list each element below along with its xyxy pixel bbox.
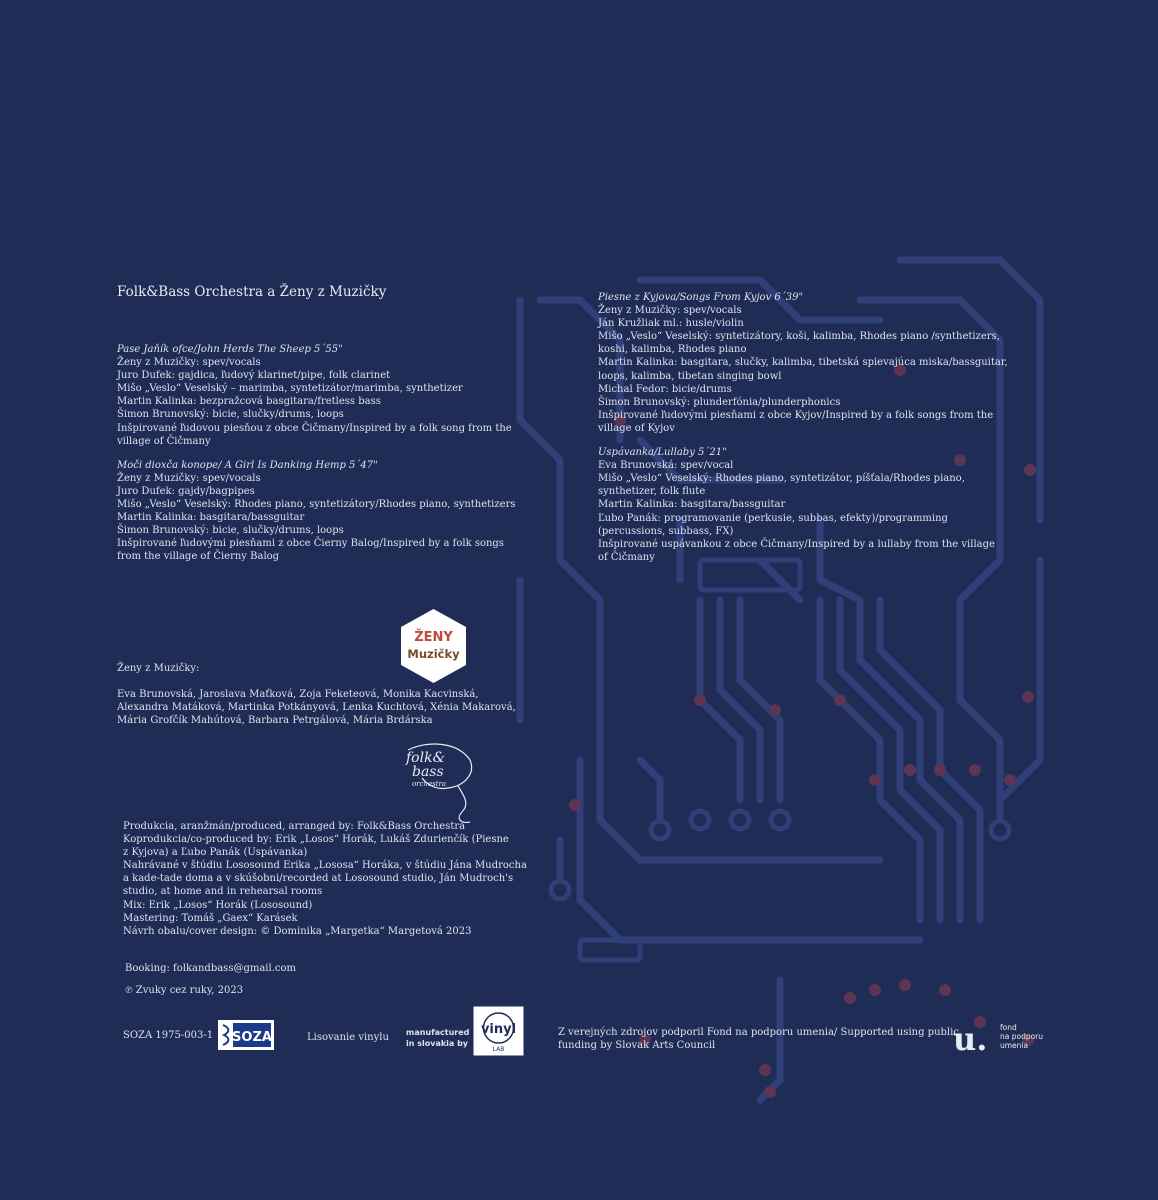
credit-line: Nahrávané v štúdiu Lososound Erika „Lososa“ Horáka, v štúdiu Jána Mudrocha xyxy=(123,860,527,872)
vinyl-lab-logo xyxy=(473,1006,524,1056)
track-1-line: Inšpirované ľudovou piesňou z obce Čičmany/Inspired by a folk song from the xyxy=(117,422,512,434)
track-3-line: Ján Kružliak ml.: husle/violin xyxy=(598,318,744,330)
track-2-line: Juro Dufek: gajdy/bagpipes xyxy=(117,485,255,497)
album-title: Folk&Bass Orchestra a Ženy z Muzičky xyxy=(117,284,387,300)
zeny-members-block xyxy=(117,662,516,727)
soza-logo-text: SOZA xyxy=(232,1030,272,1045)
credit-line: studio, at home and in rehearsal rooms xyxy=(123,886,323,898)
vinyl-logo-text: vinyl xyxy=(480,1022,517,1037)
zeny-members-line: Mária Grofčík Mahútová, Barbara Petrgálová, Mária Brdárska xyxy=(117,715,433,727)
track-4-line: Martin Kalinka: basgitara/bassguitar xyxy=(598,499,786,511)
track-4-line: synthetizer, folk flute xyxy=(598,486,706,498)
track-1-line: Mišo „Veslo“ Veselský – marimba, syntetizátor/marimba, synthetizer xyxy=(117,383,463,395)
track-3-line: Inšpirované ľudovými piesňami z obce Kyjov/Inspired by a folk songs from the xyxy=(598,409,994,421)
credit-line: Koprodukcia/co-produced by: Erik „Losos“ Horák, Lukáš Zdurienčík (Piesne xyxy=(123,834,509,846)
track-2-line: Šimon Brunovský: bicie, slučky/drums, loops xyxy=(117,525,344,537)
track-4-line: (percussions, subbass, FX) xyxy=(598,525,734,537)
track-2-line: Martin Kalinka: basgitara/bassguitar xyxy=(117,512,305,524)
track-3-line: village of Kyjov xyxy=(598,422,675,434)
track-4-line: Inšpirované uspávankou z obce Čičmany/Inspired by a lullaby from the village xyxy=(598,538,995,550)
zeny-logo-text: ŽENY xyxy=(414,630,453,645)
fpu-logo-text: na podporu xyxy=(1000,1032,1044,1041)
track-3-line: loops, kalimba, tibetan singing bowl xyxy=(598,370,782,382)
credit-line: Produkcia, aranžmán/produced, arranged by: Folk&Bass Orchestra xyxy=(123,821,466,832)
zeny-members-line: Eva Brunovská, Jaroslava Maťková, Zoja Feketeová, Monika Kacvinská, xyxy=(117,689,479,701)
track-4-title: Uspávanka/Lullaby 5´21" xyxy=(598,447,727,459)
public-funding-notice xyxy=(558,1026,959,1052)
track-4-line: of Čičmany xyxy=(598,551,655,563)
track-1-title: Pase Jaňík ofce/John Herds The Sheep 5´55" xyxy=(117,344,343,355)
fpu-logo-letter: u. xyxy=(953,1020,988,1058)
track-3-line: Michal Fedor: bicie/drums xyxy=(598,383,732,395)
fond-na-podporu-umenia-logo xyxy=(953,1018,1053,1058)
track-4-line: Mišo „Veslo“ Veselský: Rhodes piano, syntetizátor, píšťala/Rhodes piano, xyxy=(598,473,965,485)
track-2-line: from the village of Čierny Balog xyxy=(117,551,280,563)
credit-line: z Kyjova) a Ľubo Panák (Uspávanka) xyxy=(123,847,308,859)
muzicky-logo-text: Muzičky xyxy=(407,647,460,661)
track-3-line: Šimon Brunovský: plunderfónia/plunderphonics xyxy=(598,396,841,408)
soza-logo xyxy=(218,1020,274,1050)
production-credits xyxy=(123,820,527,938)
credit-line: Mastering: Tomáš „Gaex“ Karásek xyxy=(123,912,298,924)
vinyl-pressing-label: Lisovanie vinylu xyxy=(307,1032,389,1043)
track-1-line: Martin Kalinka: bezpražcová basgitara/fretless bass xyxy=(117,396,381,408)
credit-line: Mix: Erik „Losos“ Horák (Lososound) xyxy=(123,899,313,911)
track-2-line: Ženy z Muzičky: spev/vocals xyxy=(117,472,261,484)
folk-bass-orchestra-logo xyxy=(398,738,478,826)
track-4-line: Eva Brunovská: spev/vocal xyxy=(598,460,734,472)
credit-line: a kade-tade doma a v skúšobni/recorded at Lososound studio, Ján Mudroch's xyxy=(123,873,514,885)
track-1-line: Šimon Brunovský: bicie, slučky/drums, loops xyxy=(117,409,344,421)
track-2-line: Mišo „Veslo“ Veselský: Rhodes piano, syntetizátory/Rhodes piano, synthetizers xyxy=(117,499,516,511)
fpu-logo-text: umenia xyxy=(1000,1041,1029,1050)
fund-line: Z verejných zdrojov podporil Fond na podporu umenia/ Supported using public xyxy=(558,1027,959,1038)
folkbass-logo-text: orchestra xyxy=(412,780,447,788)
soza-code: SOZA 1975-003-1 xyxy=(123,1030,214,1041)
track-1-line: Ženy z Muzičky: spev/vocals xyxy=(117,357,261,369)
manufactured-line: in slovakia by xyxy=(406,1039,469,1048)
track-list-left xyxy=(117,343,515,564)
track-2-line: Inšpirované ľudovými piesňami z obce Čierny Balog/Inspired by a folk songs xyxy=(117,538,504,550)
fpu-logo-text: fond xyxy=(1000,1023,1017,1032)
fund-line: funding by Slovak Arts Council xyxy=(558,1040,716,1051)
folkbass-logo-text: folk& xyxy=(406,750,446,766)
credit-line: Návrh obalu/cover design: © Dominika „Margetka“ Margetová 2023 xyxy=(123,925,472,937)
manufactured-label xyxy=(406,1027,469,1049)
track-1-line: Juro Dufek: gajdica, ľudový klarinet/pipe, folk clarinet xyxy=(117,370,391,382)
booking-contact: Booking: folkandbass@gmail.com xyxy=(125,963,296,974)
track-list-right xyxy=(598,291,1008,564)
vinyl-logo-subtext: LAB xyxy=(492,1046,505,1053)
zeny-members-line: Alexandra Matáková, Martinka Potkányová, Lenka Kuchtová, Xénia Makarová, xyxy=(117,702,516,714)
manufactured-line: manufactured xyxy=(406,1028,470,1037)
track-3-line: Ženy z Muzičky: spev/vocals xyxy=(598,305,742,317)
track-3-line: Mišo „Veslo“ Veselský: syntetizátory, koši, kalimba, Rhodes piano /synthetizers, xyxy=(598,331,1000,343)
track-3-title: Piesne z Kyjova/Songs From Kyjov 6´39" xyxy=(598,292,804,303)
copyright-notice: ℗ Zvuky cez ruky, 2023 xyxy=(125,985,244,996)
track-2-title: Moči dioxča konope/ A Girl Is Danking Hemp 5´47" xyxy=(117,459,378,471)
track-3-line: koshi, kalimba, Rhodes piano xyxy=(598,344,747,356)
zeny-heading: Ženy z Muzičky: xyxy=(117,663,200,674)
folkbass-logo-text: bass xyxy=(412,764,444,780)
track-4-line: Ľubo Panák: programovanie (perkusie, subbas, efekty)/programming xyxy=(598,512,948,524)
track-3-line: Martin Kalinka: basgitara, slučky, kalimba, tibetská spievajúca miska/bassguitar, xyxy=(598,357,1008,369)
track-1-line: village of Čičmany xyxy=(117,435,211,447)
